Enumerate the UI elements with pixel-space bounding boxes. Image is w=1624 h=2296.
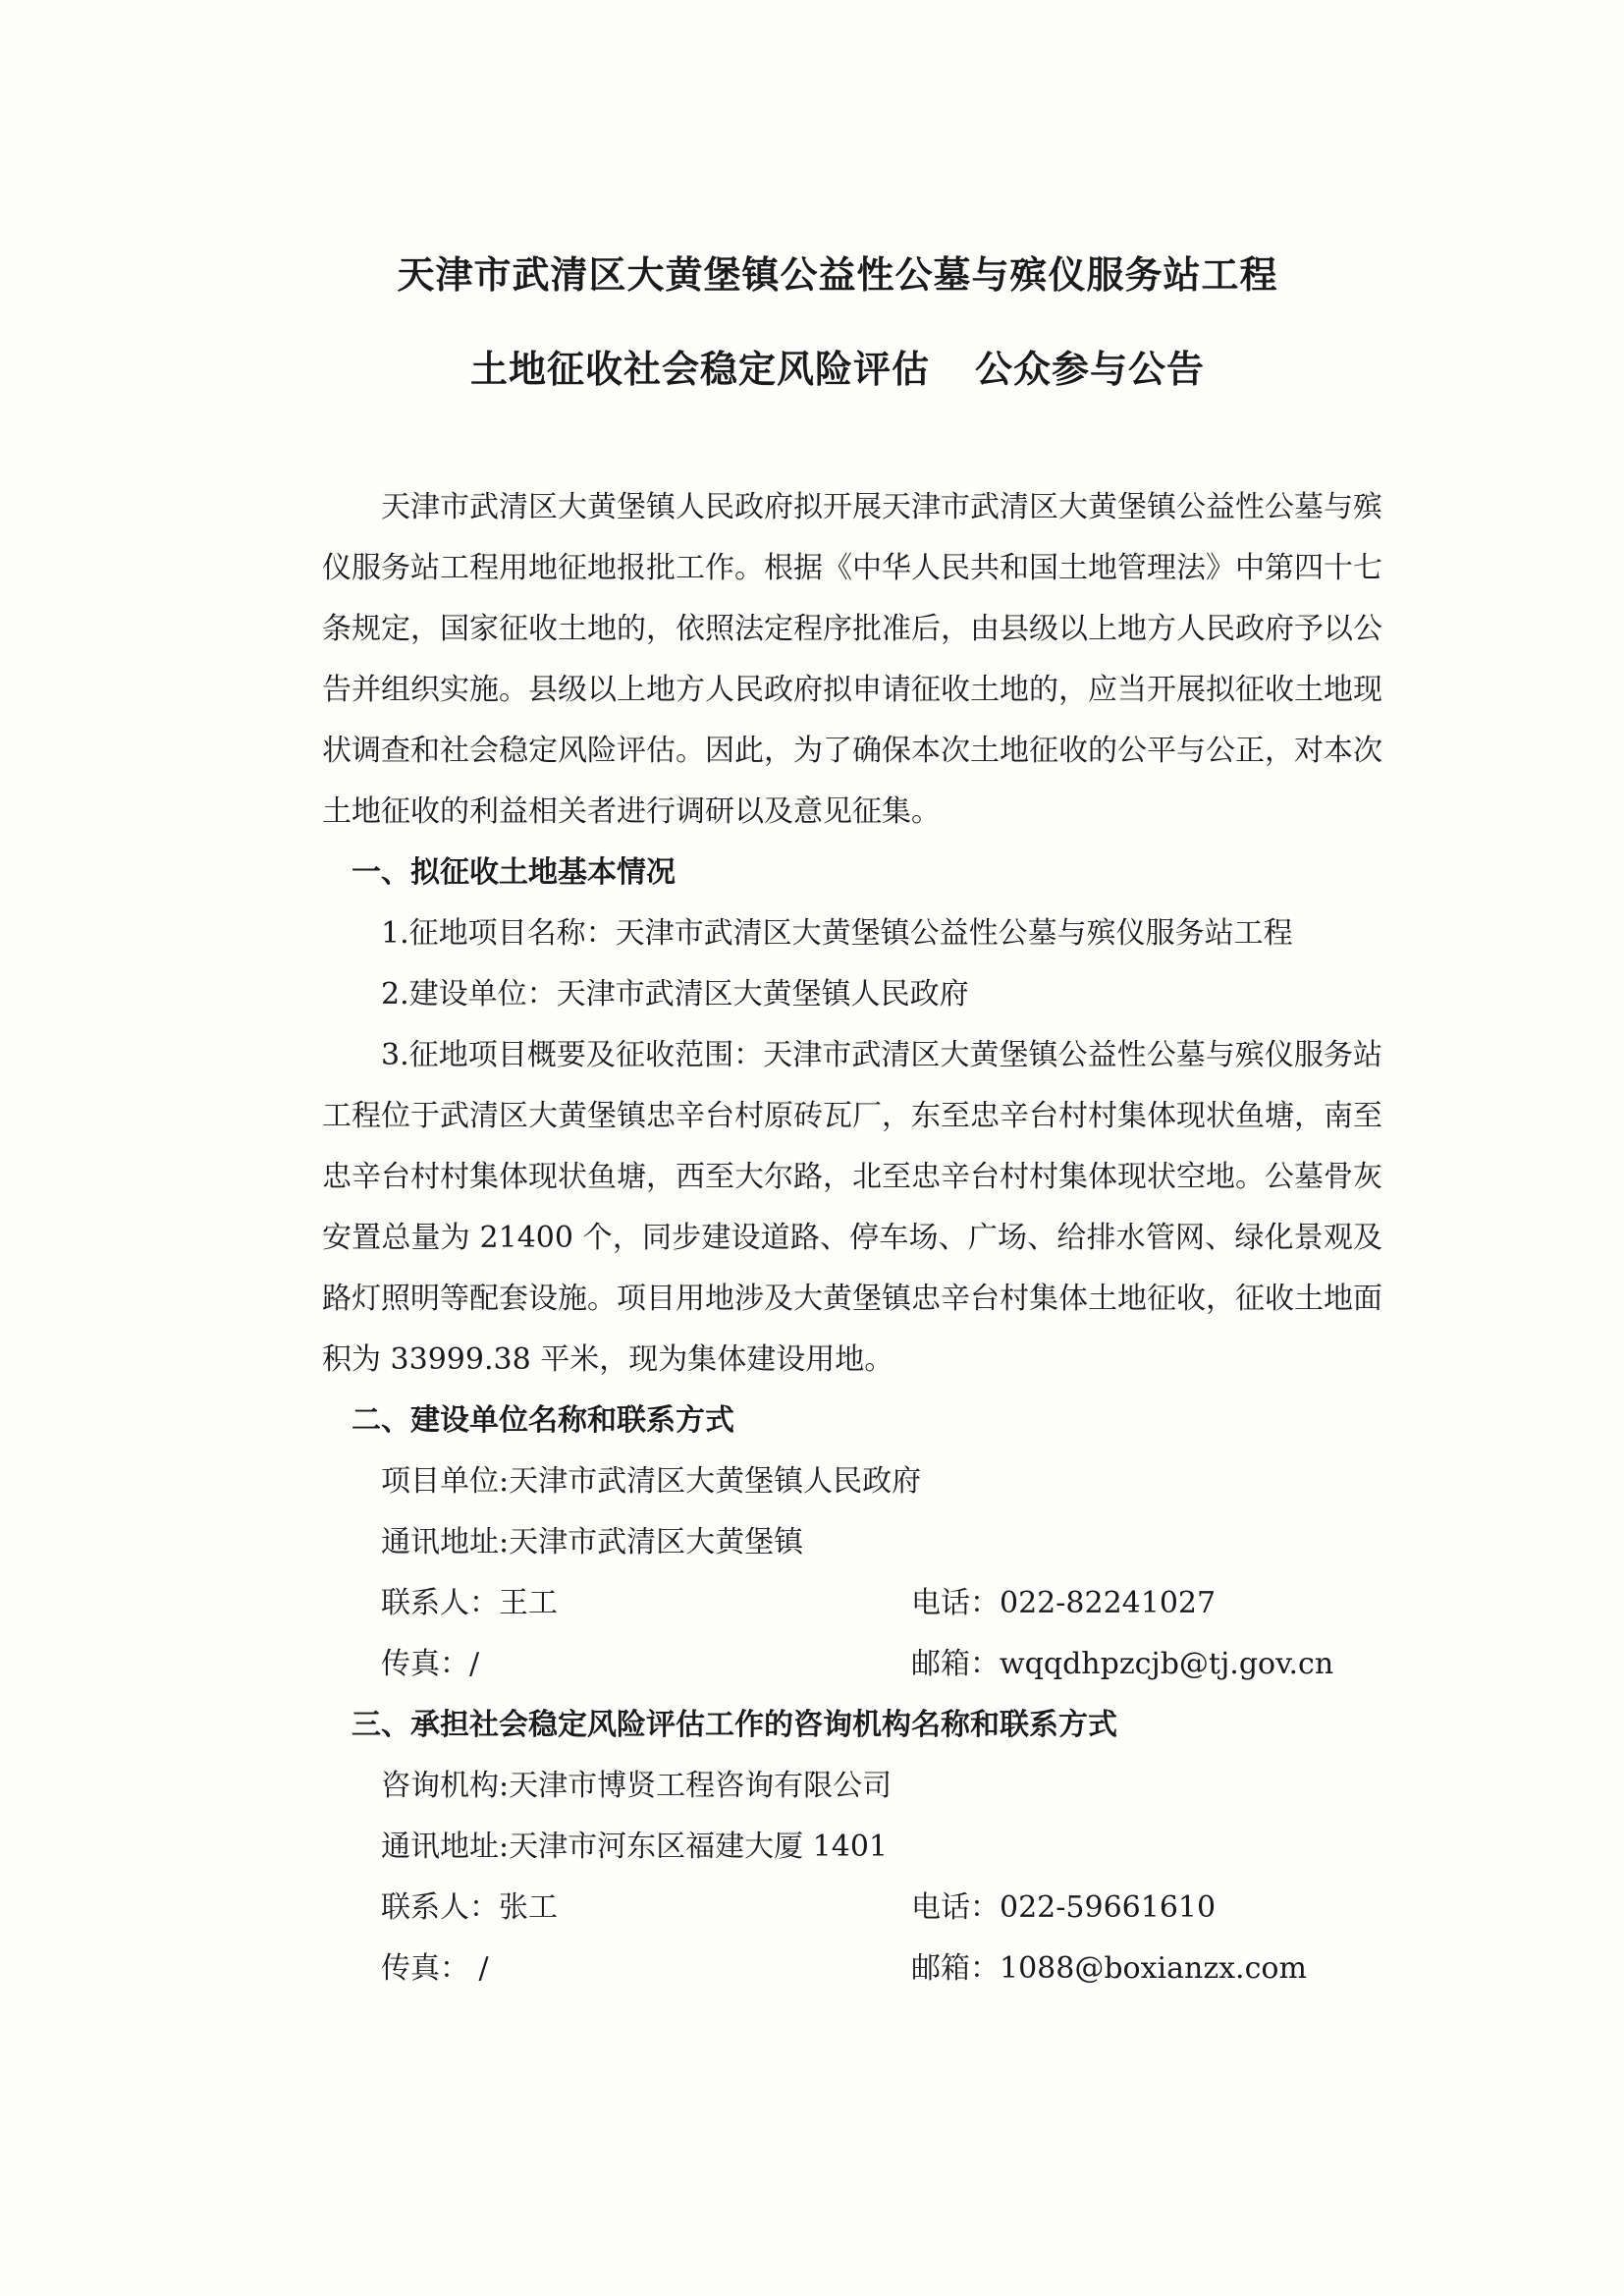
section-3-fax: 传真： / xyxy=(381,1951,489,1986)
title-line-2-part-a: 土地征收社会稳定风险评估 xyxy=(469,348,930,391)
title-line-2 xyxy=(293,322,1382,416)
section-2-contact: 联系人：王工 xyxy=(381,1586,558,1620)
section-3-contact-row xyxy=(322,1878,1382,1939)
section-2-address: 通讯地址:天津市武清区大黄堡镇 xyxy=(381,1525,804,1559)
document-title xyxy=(293,228,1382,416)
section-3-email: 邮箱：1088@boxianzx.com xyxy=(911,1951,1307,1986)
section-2-fax-row xyxy=(322,1634,1382,1695)
section-1-item-3: 3.征地项目概要及征收范围：天津市武清区大黄堡镇公益性公墓与殡仪服务站工程位于武清区大黄堡镇忠辛台村原砖瓦厂，东至忠辛台村村集体现状鱼塘，南至忠辛台村村集体现状鱼塘，西至大尔路，北至忠辛台村村集体现状空地。公墓骨灰安置总量为 21400 个，同步建设道路、停车场、广场、给排水管网、绿化景观及路灯照明等配套设施。项目用地涉及大黄堡镇忠辛台村集体土地征收，征收土地面积为 33999.38 平米，现为集体建设用地。 xyxy=(322,1038,1382,1377)
document-body xyxy=(322,477,1382,1999)
section-2-email: 邮箱：wqqdhpzcjb@tj.gov.cn xyxy=(911,1647,1334,1681)
section-1-item-2: 2.建设单位：天津市武清区大黄堡镇人民政府 xyxy=(381,977,969,1011)
title-line-1: 天津市武清区大黄堡镇公益性公墓与殡仪服务站工程 xyxy=(397,253,1278,297)
section-3-fax-row xyxy=(322,1939,1382,1999)
section-1-item-1: 1.征地项目名称：天津市武清区大黄堡镇公益性公墓与殡仪服务站工程 xyxy=(381,916,1293,951)
section-3-heading: 三、承担社会稳定风险评估工作的咨询机构名称和联系方式 xyxy=(352,1708,1117,1742)
section-3-phone: 电话：022-59661610 xyxy=(911,1890,1217,1925)
section-2-heading: 二、建设单位名称和联系方式 xyxy=(352,1403,734,1438)
section-2-contact-row xyxy=(322,1573,1382,1634)
section-3-contact: 联系人：张工 xyxy=(381,1890,558,1925)
intro-paragraph: 天津市武清区大黄堡镇人民政府拟开展天津市武清区大黄堡镇公益性公墓与殡仪服务站工程用地征地报批工作。根据《中华人民共和国土地管理法》中第四十七条规定，国家征收土地的，依照法定程序批准后，由县级以上地方人民政府予以公告并组织实施。县级以上地方人民政府拟申请征收土地的，应当开展拟征收土地现状调查和社会稳定风险评估。因此，为了确保本次土地征收的公平与公正，对本次土地征收的利益相关者进行调研以及意见征集。 xyxy=(322,490,1382,829)
section-3-org: 咨询机构:天津市博贤工程咨询有限公司 xyxy=(381,1769,893,1803)
title-line-2-part-b: 公众参与公告 xyxy=(975,348,1206,391)
section-1-heading: 一、拟征收土地基本情况 xyxy=(352,855,676,890)
section-2-phone: 电话：022-82241027 xyxy=(911,1586,1217,1620)
section-2-fax: 传真：/ xyxy=(381,1647,480,1681)
section-2-unit: 项目单位:天津市武清区大黄堡镇人民政府 xyxy=(381,1464,922,1499)
section-3-address: 通讯地址:天津市河东区福建大厦 1401 xyxy=(381,1830,888,1864)
